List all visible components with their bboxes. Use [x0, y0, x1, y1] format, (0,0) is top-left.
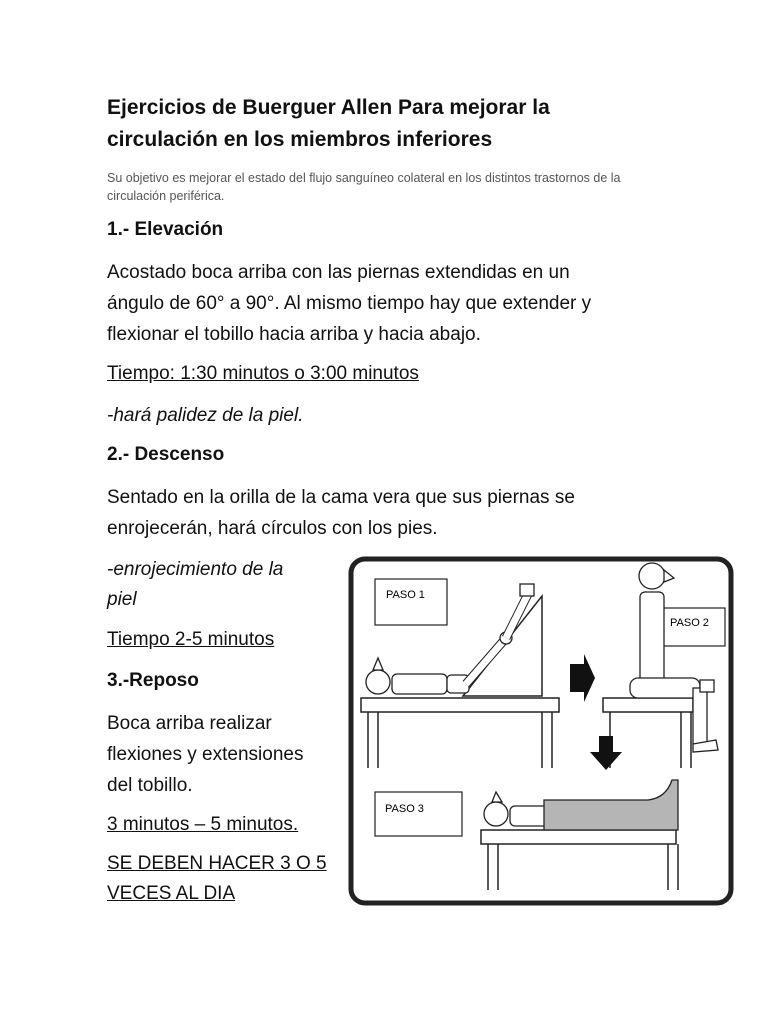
section-3-body-line-3: del tobillo.	[107, 775, 193, 796]
section-2-time: Tiempo 2-5 minutos	[107, 629, 275, 650]
section-3-time: 3 minutos – 5 minutos.	[107, 814, 299, 835]
section-2-body-line-1: Sentado en la orilla de la cama vera que sus piernas se	[107, 487, 575, 508]
section-1-body-line-3: flexionar el tobillo hacia arriba y hacia abajo.	[107, 324, 481, 345]
section-1-body-line-2: ángulo de 60° a 90°. Al mismo tiempo hay que extender y	[107, 293, 592, 314]
title-line-1: Ejercicios de Buerguer Allen Para mejorar la	[107, 96, 550, 119]
step-3-label: PASO 3	[385, 803, 424, 815]
section-1-time: Tiempo: 1:30 minutos o 3:00 minutos	[107, 363, 419, 384]
step-1-label-box	[375, 579, 447, 625]
section-2-heading: 2.- Descenso	[107, 444, 225, 465]
step-1-label: PASO 1	[386, 589, 425, 601]
step-2-label: PASO 2	[670, 617, 709, 629]
section-3-heading: 3.-Reposo	[107, 670, 199, 691]
footer-line-2: VECES AL DIA	[107, 883, 236, 904]
section-3-body-line-2: flexiones y extensiones	[107, 744, 304, 765]
section-2-body-line-2: enrojecerán, hará círculos con los pies.	[107, 518, 438, 539]
section-2-effect-line-2: piel	[107, 589, 137, 610]
section-1-body-line-1: Acostado boca arriba con las piernas extendidas en un	[107, 262, 570, 283]
section-1-effect: -hará palidez de la piel.	[107, 405, 304, 426]
subtitle: Su objetivo es mejorar el estado del flujo sanguíneo colateral en los distintos trastornos de la circulación periférica.	[107, 171, 621, 203]
footer-line-1: SE DEBEN HACER 3 O 5	[107, 853, 327, 874]
section-2-effect-line-1: -enrojecimiento de la	[107, 559, 284, 580]
title-line-2: circulación en los miembros inferiores	[107, 128, 493, 151]
section-3-body-line-1: Boca arriba realizar	[107, 713, 272, 734]
section-1-heading: 1.- Elevación	[107, 219, 224, 240]
exercise-illustration	[348, 556, 734, 906]
